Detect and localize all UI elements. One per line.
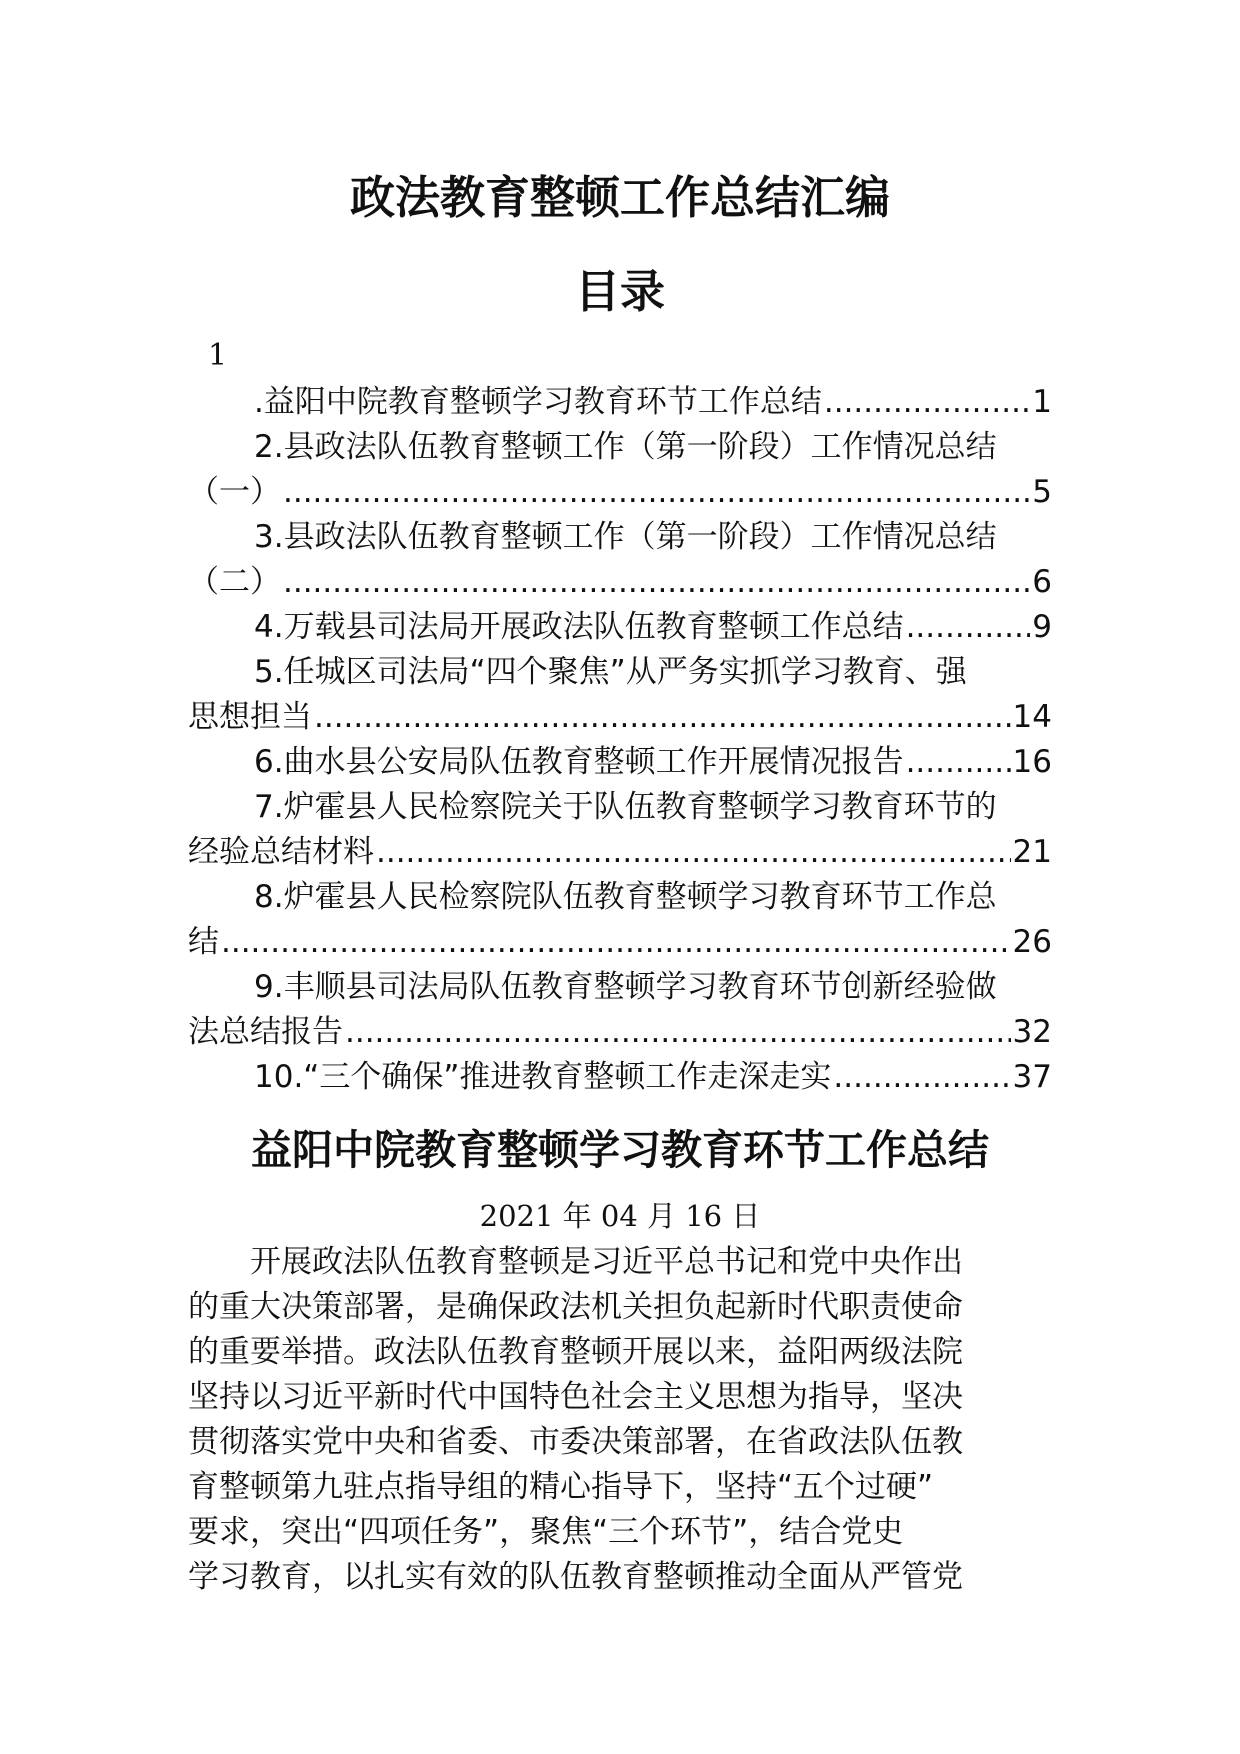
toc-leader-dots [906, 740, 1011, 785]
toc-leader-dots [833, 1055, 1010, 1100]
toc-entry-text: （二） [188, 564, 281, 600]
toc-entry-line[interactable] [188, 380, 1052, 425]
toc-entry-line[interactable] [188, 1010, 1052, 1055]
toc-entry-text: 3.县政法队伍教育整顿工作（第一阶段）工作情况总结 [254, 519, 997, 555]
toc-entry-text: （一） [188, 474, 281, 510]
toc-page-number: 37 [1012, 1059, 1052, 1095]
toc-entry-text: 4.万载县司法局开展政法队伍教育整顿工作总结 [254, 609, 904, 645]
toc-entry-text: 经验总结材料 [188, 834, 374, 870]
toc-leader-dots [221, 920, 1011, 965]
toc-page-number: 21 [1012, 834, 1052, 870]
toc-entry-line [188, 515, 1052, 560]
article-date: 2021 年 04 月 16 日 [479, 1199, 761, 1233]
toc-entry-line[interactable] [188, 830, 1052, 875]
body-paragraph-line: 学习教育，以扎实有效的队伍教育整顿推动全面从严管党 [188, 1559, 963, 1595]
toc-entry-line[interactable] [188, 470, 1052, 515]
toc-entry-line[interactable] [188, 740, 1052, 785]
toc-page-number: 6 [1032, 564, 1052, 600]
body-paragraph-line: 坚持以习近平新时代中国特色社会主义思想为指导，坚决 [188, 1379, 963, 1415]
toc-entry-line [188, 425, 1052, 470]
toc-page-number: 32 [1012, 1014, 1052, 1050]
toc-entry-line[interactable] [188, 695, 1052, 740]
toc-page-number: 9 [1032, 609, 1052, 645]
toc-entry-text: 8.炉霍县人民检察院队伍教育整顿学习教育环节工作总 [254, 879, 997, 915]
body-paragraph-line: 开展政法队伍教育整顿是习近平总书记和党中央作出 [188, 1244, 963, 1280]
toc-leader-dots [283, 470, 1030, 515]
toc-entry-text: 思想担当 [188, 699, 312, 735]
toc-entry-line[interactable] [188, 920, 1052, 965]
toc-page-number: 26 [1012, 924, 1052, 960]
toc-leader-dots [314, 695, 1011, 740]
toc-leader-dots [906, 605, 1031, 650]
toc-entry-text: 2.县政法队伍教育整顿工作（第一阶段）工作情况总结 [254, 429, 997, 465]
toc-entry-line [188, 875, 1052, 920]
toc-entry-text: 9.丰顺县司法局队伍教育整顿学习教育环节创新经验做 [254, 969, 997, 1005]
toc-leader-dots [283, 560, 1030, 605]
toc-page-number: 14 [1012, 699, 1052, 735]
toc-entry-line[interactable] [188, 1055, 1052, 1100]
toc-entry-line[interactable] [188, 605, 1052, 650]
toc-page-number: 5 [1032, 474, 1052, 510]
page-marker: 1 [208, 338, 228, 373]
table-of-contents [188, 380, 1052, 1100]
toc-entry-text: 结 [188, 924, 219, 960]
toc-entry-text: .益阳中院教育整顿学习教育环节工作总结 [254, 384, 822, 420]
toc-entry-line [188, 785, 1052, 830]
toc-leader-dots [824, 380, 1030, 425]
toc-page-number: 16 [1012, 744, 1052, 780]
toc-entry-text: 5.任城区司法局“四个聚焦”从严务实抓学习教育、强 [254, 654, 967, 690]
toc-entry-text: 7.炉霍县人民检察院关于队伍教育整顿学习教育环节的 [254, 789, 997, 825]
body-paragraph-line: 的重要举措。政法队伍教育整顿开展以来，益阳两级法院 [188, 1334, 963, 1370]
toc-entry-text: 法总结报告 [188, 1014, 343, 1050]
article-body [188, 1240, 1052, 1600]
toc-heading: 目录 [574, 265, 665, 318]
body-paragraph-line: 的重大决策部署，是确保政法机关担负起新时代职责使命 [188, 1289, 963, 1325]
toc-entry-line[interactable] [188, 560, 1052, 605]
article-title: 益阳中院教育整顿学习教育环节工作总结 [251, 1126, 989, 1174]
toc-leader-dots [345, 1010, 1011, 1055]
toc-leader-dots [376, 830, 1011, 875]
toc-entry-text: 6.曲水县公安局队伍教育整顿工作开展情况报告 [254, 744, 904, 780]
toc-entry-text: 10.“三个确保”推进教育整顿工作走深走实 [254, 1059, 832, 1095]
body-paragraph-line: 育整顿第九驻点指导组的精心指导下，坚持“五个过硬” [188, 1469, 934, 1505]
body-paragraph-line: 要求，突出“四项任务”，聚焦“三个环节”，结合党史 [188, 1514, 904, 1550]
body-paragraph-line: 贯彻落实党中央和省委、市委决策部署，在省政法队伍教 [188, 1424, 963, 1460]
toc-page-number: 1 [1032, 384, 1052, 420]
toc-entry-line [188, 650, 1052, 695]
toc-entry-line [188, 965, 1052, 1010]
document-title: 政法教育整顿工作总结汇编 [349, 171, 890, 224]
